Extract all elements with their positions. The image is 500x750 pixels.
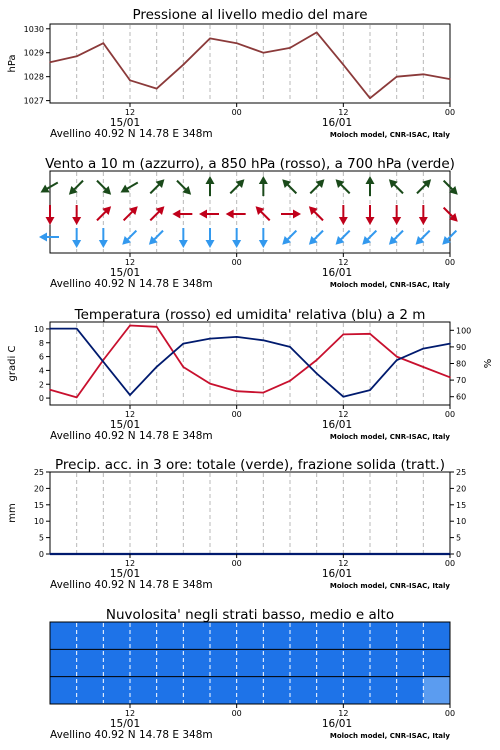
pressure-frame (50, 24, 450, 103)
temperature-data-point (316, 373, 318, 375)
wind-panel (38, 156, 461, 290)
wind-arrow-head (172, 210, 180, 219)
temperature-data-point (183, 366, 185, 368)
pressure-panel (7, 7, 455, 140)
wind-arrow-700hpa (118, 179, 140, 197)
wind-time-tick-label: 00 (231, 258, 242, 267)
cloud-cell (157, 622, 184, 649)
cloud-cell (370, 649, 397, 676)
temperature-ytick-label: 0 (38, 394, 44, 404)
temperature-data-point (369, 333, 371, 335)
cloud-cell (237, 677, 264, 704)
clouds-time-tick-label: 12 (124, 709, 136, 718)
precipitation-ytick-label: 0 (456, 550, 462, 559)
wind-arrow-head (206, 240, 215, 248)
wind-arrow-850hpa (339, 205, 348, 225)
wind-arrow-head (179, 240, 188, 248)
temperature-data-point (449, 377, 451, 379)
temperature-ytick-label: 70 (456, 376, 467, 386)
temperature-data-point (449, 343, 451, 345)
precipitation-data-point (49, 553, 51, 555)
temperature-data-point (369, 389, 371, 391)
temperature-series-line (50, 326, 450, 398)
pressure-data-point (316, 32, 318, 34)
temperature-data-point (289, 380, 291, 382)
wind-title: Vento a 10 m (azzurro), a 850 hPa (rosso), a 700 hPa (verde) (45, 156, 455, 172)
precipitation-model-label: Moloch model, CNR-ISAC, Italy (329, 582, 450, 590)
cloud-cell (290, 677, 317, 704)
temperature-data-point (129, 325, 131, 327)
pressure-data-point (236, 42, 238, 44)
cloud-cell (370, 677, 397, 704)
cloud-cell (263, 622, 290, 649)
temperature-title: Temperatura (rosso) ed umidita' relativa (blu) a 2 m (74, 307, 426, 323)
temperature-ytick-label: 4 (38, 366, 44, 376)
clouds-station-label: Avellino 40.92 N 14.78 E 348m (50, 729, 213, 741)
wind-arrow-850hpa (94, 203, 115, 224)
clouds-time-tick-label: 00 (444, 709, 456, 718)
pressure-data-point (209, 38, 211, 40)
precipitation-ytick-label: 5 (456, 533, 462, 543)
temperature-time-tick-label: 00 (231, 410, 242, 419)
pressure-ytick-label: 1028 (23, 72, 44, 82)
wind-arrow-700hpa (259, 176, 268, 196)
wind-arrow-head (366, 217, 375, 225)
precipitation-ylabel: mm (7, 503, 18, 523)
pressure-day-label: 16/01 (321, 117, 353, 129)
temperature-data-point (156, 366, 158, 368)
pressure-model-label: Moloch model, CNR-ISAC, Italy (329, 131, 450, 139)
cloud-cell (397, 622, 424, 649)
wind-day-label: 16/01 (321, 267, 353, 279)
temperature-time-tick-label: 00 (444, 410, 456, 419)
cloud-cell (130, 622, 157, 649)
wind-day-label: 15/01 (109, 267, 141, 279)
wind-arrow-10m (72, 228, 81, 248)
clouds-title: Nuvolosita' negli strati basso, medio e alto (105, 607, 395, 623)
precipitation-data-point (156, 553, 158, 555)
pressure-data-point (183, 64, 185, 66)
temperature-data-point (209, 383, 211, 385)
cloud-cell (423, 677, 450, 704)
temperature-series-line (50, 329, 450, 397)
wind-arrow-700hpa (147, 176, 168, 197)
wind-arrow-head (366, 176, 375, 184)
wind-station-label: Avellino 40.92 N 14.78 E 348m (50, 278, 213, 290)
pressure-data-point (129, 79, 131, 81)
cloud-cell (77, 677, 104, 704)
precipitation-ytick-label: 10 (456, 517, 467, 527)
temperature-data-point (103, 361, 105, 363)
pressure-ytick-label: 1027 (23, 96, 44, 106)
precipitation-data-point (423, 553, 425, 555)
cloud-cell (370, 622, 397, 649)
precipitation-panel (7, 457, 466, 591)
wind-arrow-head (392, 217, 401, 225)
cloud-cell (77, 649, 104, 676)
precipitation-time-tick-label: 00 (231, 559, 242, 568)
cloud-cell (50, 677, 77, 704)
precipitation-station-label: Avellino 40.92 N 14.78 E 348m (50, 579, 213, 591)
temperature-data-point (236, 390, 238, 392)
pressure-day-label: 15/01 (109, 117, 141, 129)
wind-arrow-850hpa (226, 210, 246, 219)
wind-arrow-700hpa (414, 176, 435, 197)
wind-arrow-10m (99, 228, 108, 248)
wind-arrow-850hpa (199, 210, 219, 219)
wind-arrow-850hpa (419, 205, 428, 225)
wind-arrow-head (339, 217, 348, 225)
temperature-day-label: 15/01 (109, 419, 141, 431)
temperature-data-point (76, 328, 78, 330)
wind-arrow-10m (439, 227, 460, 248)
precipitation-data-point (316, 553, 318, 555)
wind-arrow-700hpa (307, 176, 328, 197)
precipitation-ytick-label: 15 (456, 500, 467, 510)
pressure-data-point (156, 88, 158, 90)
precipitation-ytick-label: 15 (33, 500, 44, 510)
wind-arrow-head (206, 176, 215, 184)
temperature-ytick-label: 60 (456, 392, 467, 402)
pressure-series-line (50, 32, 450, 98)
cloud-cell (130, 649, 157, 676)
clouds-panel (50, 607, 455, 741)
temperature-ylabel-right: % (483, 358, 494, 369)
cloud-cell (50, 622, 77, 649)
precipitation-ytick-label: 0 (38, 550, 44, 559)
temperature-data-point (236, 336, 238, 338)
cloud-cell (343, 649, 370, 676)
wind-frame (50, 171, 450, 253)
wind-arrow-850hpa (306, 203, 327, 224)
cloud-cell (423, 649, 450, 676)
wind-arrow-10m (412, 227, 433, 248)
wind-arrow-700hpa (206, 176, 215, 196)
clouds-time-tick-label: 12 (338, 709, 349, 718)
wind-arrow-head (226, 210, 234, 219)
wind-arrow-700hpa (440, 177, 461, 198)
wind-arrow-10m (306, 227, 327, 248)
wind-arrow-head (46, 217, 55, 225)
precipitation-data-point (103, 553, 105, 555)
cloud-cell (237, 622, 264, 649)
temperature-ytick-label: 2 (38, 380, 44, 390)
wind-arrow-850hpa (172, 210, 192, 219)
pressure-data-point (103, 42, 105, 44)
temperature-ytick-label: 10 (33, 324, 44, 334)
wind-arrow-head (419, 217, 428, 225)
wind-arrow-700hpa (279, 176, 300, 197)
precipitation-ytick-label: 20 (456, 484, 467, 494)
precipitation-data-point (76, 553, 78, 555)
cloud-cell (183, 677, 210, 704)
wind-arrow-head (259, 240, 268, 248)
pressure-data-point (449, 78, 451, 80)
cloud-cell (343, 677, 370, 704)
temperature-ytick-label: 8 (38, 338, 44, 348)
temperature-data-point (396, 359, 398, 361)
wind-arrow-10m (359, 227, 380, 248)
precipitation-ytick-label: 5 (38, 533, 44, 543)
wind-time-tick-label: 00 (444, 258, 456, 267)
wind-arrow-head (118, 185, 129, 197)
cloud-cell (130, 677, 157, 704)
precipitation-time-tick-label: 00 (444, 559, 456, 568)
clouds-time-tick-label: 00 (231, 709, 242, 718)
cloud-cell (157, 677, 184, 704)
temperature-time-tick-label: 12 (338, 410, 349, 419)
wind-arrow-head (72, 217, 81, 225)
wind-arrow-10m (259, 228, 268, 248)
wind-arrow-10m (119, 227, 140, 248)
cloud-cell (423, 622, 450, 649)
wind-arrow-head (259, 176, 268, 184)
temperature-model-label: Moloch model, CNR-ISAC, Italy (329, 433, 450, 441)
cloud-cell (237, 649, 264, 676)
temperature-station-label: Avellino 40.92 N 14.78 E 348m (50, 430, 213, 442)
temperature-data-point (423, 366, 425, 368)
cloud-cell (290, 622, 317, 649)
wind-arrow-10m (179, 228, 188, 248)
wind-arrow-700hpa (66, 177, 87, 198)
pressure-data-point (343, 64, 345, 66)
temperature-time-tick-label: 12 (124, 410, 136, 419)
wind-arrow-700hpa (174, 177, 195, 198)
precipitation-ytick-label: 10 (33, 517, 44, 527)
wind-arrow-700hpa (366, 176, 375, 196)
precipitation-day-label: 16/01 (321, 568, 353, 580)
precipitation-data-point (183, 553, 185, 555)
cloud-cell (77, 622, 104, 649)
temperature-ytick-label: 90 (456, 342, 467, 352)
precipitation-data-point (369, 553, 371, 555)
wind-arrow-10m (206, 228, 215, 248)
pressure-ylabel: hPa (7, 54, 18, 73)
cloud-cell (317, 649, 344, 676)
temperature-ytick-label: 6 (38, 352, 44, 362)
wind-time-tick-label: 12 (124, 258, 136, 267)
pressure-data-point (423, 73, 425, 75)
temperature-data-point (316, 359, 318, 361)
wind-arrow-850hpa (366, 205, 375, 225)
cloud-cell (263, 649, 290, 676)
cloud-cell (343, 622, 370, 649)
clouds-day-label: 16/01 (321, 718, 353, 730)
temperature-data-point (183, 343, 185, 345)
wind-arrow-700hpa (332, 176, 353, 197)
temperature-day-label: 16/01 (321, 419, 353, 431)
wind-arrow-10m (386, 227, 407, 248)
pressure-ytick-label: 1029 (23, 48, 44, 58)
wind-arrow-10m (232, 228, 241, 248)
cloud-cell (397, 677, 424, 704)
pressure-station-label: Avellino 40.92 N 14.78 E 348m (50, 128, 213, 140)
cloud-cell (263, 677, 290, 704)
temperature-data-point (343, 396, 345, 398)
wind-arrow-850hpa (281, 210, 301, 219)
wind-arrow-850hpa (252, 203, 273, 224)
temperature-data-point (156, 326, 158, 328)
wind-arrow-10m (332, 227, 353, 248)
cloud-cell (317, 677, 344, 704)
pressure-time-tick-label: 00 (231, 108, 242, 117)
wind-arrow-850hpa (120, 203, 141, 224)
clouds-model-label: Moloch model, CNR-ISAC, Italy (329, 732, 450, 740)
wind-arrow-head (39, 233, 47, 242)
pressure-time-tick-label: 12 (338, 108, 349, 117)
clouds-day-label: 15/01 (109, 718, 141, 730)
precipitation-frame (50, 472, 450, 554)
temperature-data-point (263, 392, 265, 394)
cloud-cell (397, 649, 424, 676)
temperature-data-point (129, 394, 131, 396)
pressure-data-point (289, 47, 291, 49)
wind-arrow-10m (146, 227, 167, 248)
wind-arrow-700hpa (38, 179, 60, 197)
wind-model-label: Moloch model, CNR-ISAC, Italy (329, 281, 450, 289)
pressure-time-tick-label: 12 (124, 108, 136, 117)
cloud-cell (103, 649, 130, 676)
precipitation-ytick-label: 25 (456, 468, 467, 477)
precipitation-data-point (263, 553, 265, 555)
precipitation-ytick-label: 25 (33, 468, 44, 477)
wind-arrow-850hpa (72, 205, 81, 225)
cloud-cell (317, 622, 344, 649)
temperature-data-point (76, 397, 78, 399)
temperature-data-point (263, 339, 265, 341)
cloud-cell (210, 649, 237, 676)
temperature-data-point (49, 328, 51, 330)
temperature-data-point (209, 338, 211, 340)
cloud-cell (210, 677, 237, 704)
temperature-ylabel: gradi C (7, 345, 18, 382)
cloud-cell (183, 649, 210, 676)
temperature-data-point (289, 346, 291, 348)
precipitation-data-point (396, 553, 398, 555)
wind-arrow-850hpa (46, 205, 55, 225)
pressure-data-point (396, 76, 398, 78)
pressure-time-tick-label: 00 (444, 108, 456, 117)
wind-arrow-850hpa (392, 205, 401, 225)
temperature-ytick-label: 80 (456, 359, 467, 369)
temperature-ytick-label: 100 (456, 326, 472, 336)
wind-arrow-head (99, 240, 108, 248)
precipitation-time-tick-label: 12 (338, 559, 349, 568)
wind-arrow-700hpa (94, 177, 115, 198)
cloud-cell (50, 649, 77, 676)
wind-arrow-10m (39, 233, 59, 242)
precipitation-ytick-label: 20 (33, 484, 44, 494)
pressure-title: Pressione al livello medio del mare (132, 7, 368, 23)
temperature-data-point (396, 356, 398, 358)
pressure-data-point (263, 52, 265, 54)
cloud-cell (290, 649, 317, 676)
wind-arrow-700hpa (227, 176, 248, 197)
wind-time-tick-label: 12 (338, 258, 349, 267)
pressure-ytick-label: 1030 (23, 24, 44, 34)
temperature-data-point (49, 389, 51, 391)
precipitation-time-tick-label: 12 (124, 559, 136, 568)
temperature-panel (7, 307, 494, 442)
wind-arrow-850hpa (147, 203, 168, 224)
precipitation-data-point (289, 553, 291, 555)
cloud-cell (103, 622, 130, 649)
wind-arrow-10m (279, 227, 300, 248)
cloud-cell (157, 649, 184, 676)
precipitation-day-label: 15/01 (109, 568, 141, 580)
wind-arrow-head (199, 210, 207, 219)
cloud-cell (210, 622, 237, 649)
wind-arrow-head (38, 185, 49, 197)
precipitation-title: Precip. acc. in 3 ore: totale (verde), frazione solida (tratt.) (55, 457, 445, 473)
wind-arrow-850hpa (440, 204, 461, 225)
cloud-cell (183, 622, 210, 649)
temperature-data-point (343, 334, 345, 336)
wind-arrow-700hpa (386, 176, 407, 197)
wind-arrow-head (72, 240, 81, 248)
cloud-cell (103, 677, 130, 704)
wind-arrow-head (293, 210, 301, 219)
pressure-data-point (369, 97, 371, 99)
precipitation-data-point (209, 553, 211, 555)
pressure-data-point (76, 56, 78, 58)
wind-arrow-head (232, 240, 241, 248)
pressure-data-point (49, 62, 51, 64)
temperature-data-point (423, 348, 425, 350)
